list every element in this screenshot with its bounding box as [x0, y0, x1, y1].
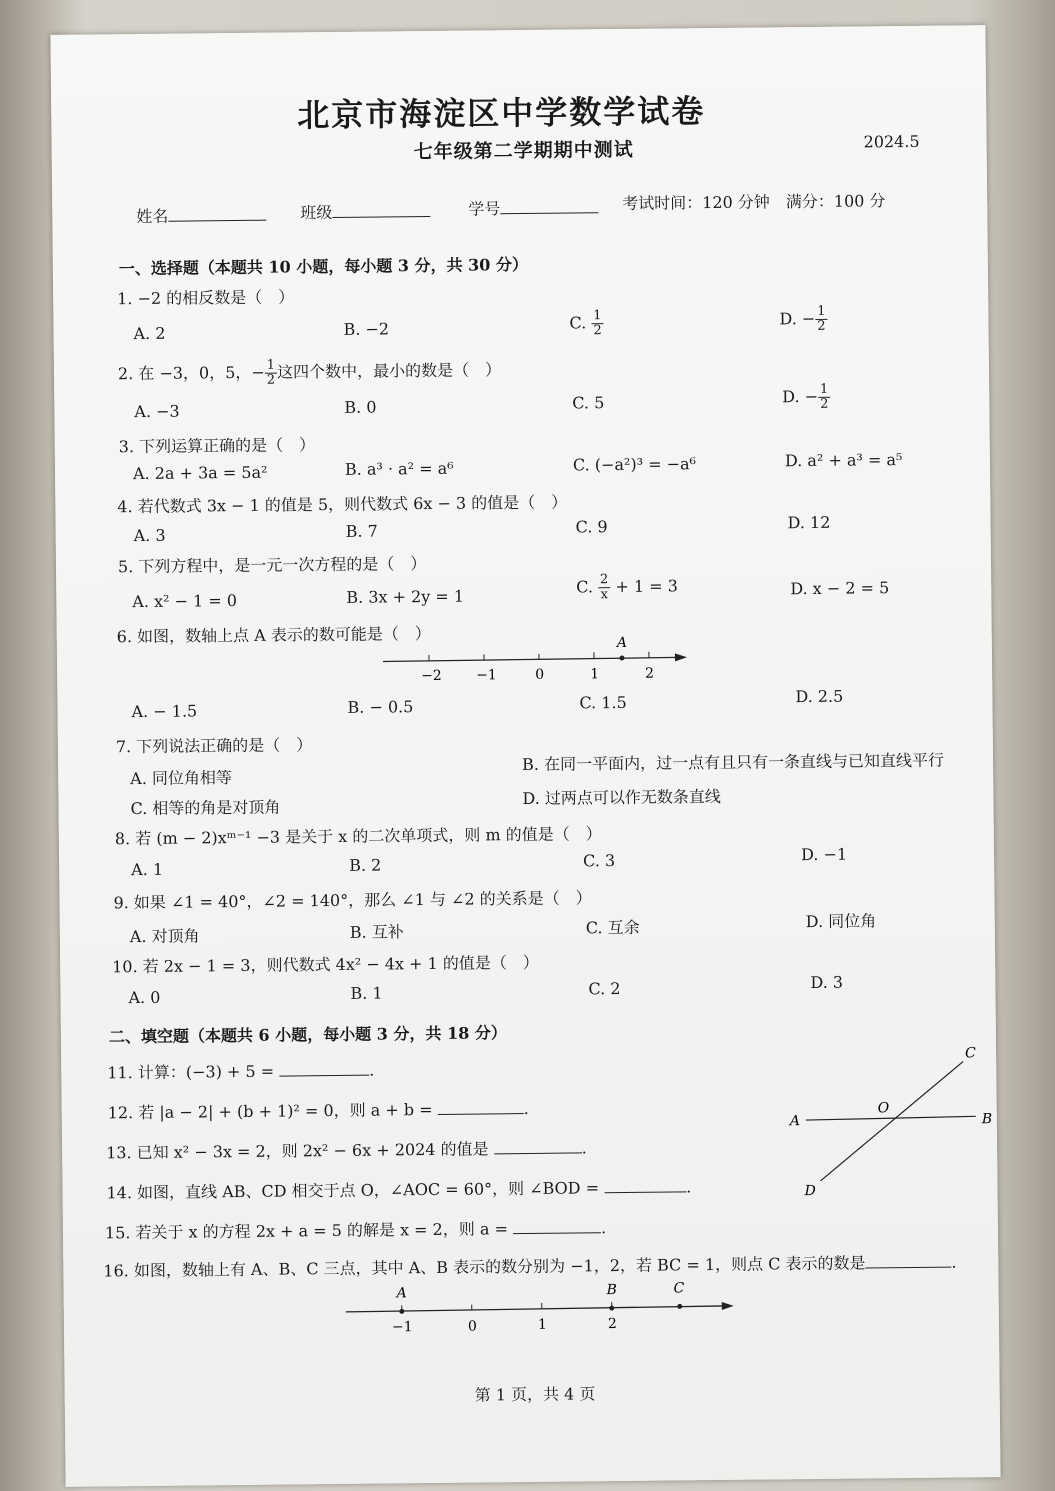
answer-blank	[604, 1177, 686, 1193]
q9-option-b: B. 互补	[349, 922, 404, 942]
axis-label: −2	[421, 667, 442, 685]
q15: 15. 若关于 x 的方程 2x + a = 5 的解是 x = 2，则 a = .	[104, 1218, 607, 1243]
id-label: 学号	[468, 199, 501, 219]
q2-option-c: C. 5	[572, 393, 605, 413]
line-ab	[806, 1116, 976, 1120]
point-b-label: B	[606, 1282, 617, 1299]
q7-stem: 7. 下列说法正确的是（ ）	[115, 735, 313, 757]
q10-option-a: A. 0	[128, 987, 161, 1008]
q1-option-b: B. −2	[343, 319, 390, 339]
section2-heading: 二、填空题（本题共 6 小题，每小题 3 分，共 18 分）	[108, 1023, 507, 1047]
q7-option-c: C. 相等的角是对顶角	[130, 797, 281, 819]
page-footer: 第 1 页，共 4 页	[474, 1384, 596, 1405]
q4-option-d: D. 12	[787, 512, 831, 533]
q6-number-line	[377, 632, 708, 685]
answer-blank	[438, 1099, 524, 1115]
q7-option-b: B. 在同一平面内，过一点有且只有一条直线与已知直线平行	[521, 750, 945, 775]
q1-option-c: C. $\frac{1}{2}$	[569, 308, 602, 339]
q9-stem: 9. 如果 ∠1 = 40°，∠2 = 140°，那么 ∠1 与 ∠2 的关系是（ ）	[113, 888, 592, 913]
q6-option-b: B. − 0.5	[347, 697, 414, 717]
point-c-label: C	[673, 1280, 685, 1297]
axis-label: 1	[537, 1316, 547, 1333]
q10-stem: 10. 若 2x − 1 = 3，则代数式 4x² − 4x + 1 的值是（ ）	[112, 952, 539, 977]
q2-option-d: D. − $\frac{1}{2}$	[782, 381, 829, 412]
line-cd	[819, 1061, 964, 1181]
fraction: $\frac{2}{x}$	[598, 573, 611, 602]
exam-subtitle: 七年级第二学期期中测试	[413, 138, 634, 164]
class-field	[300, 199, 430, 223]
answer-blank	[513, 1218, 601, 1234]
axis-ticks	[429, 652, 649, 661]
axis-label: 2	[607, 1316, 617, 1333]
exam-title: 北京市海淀区中学数学试卷	[297, 92, 706, 135]
fraction: $\frac{1}{2}$	[819, 381, 829, 412]
q4-option-b: B. 7	[345, 521, 378, 541]
q2-option-b: B. 0	[344, 397, 377, 417]
q5-option-d: D. x − 2 = 5	[790, 578, 890, 599]
q7-option-a: A. 同位角相等	[130, 768, 233, 789]
axis-label: 0	[535, 666, 545, 683]
id-blank	[500, 198, 598, 214]
q6-option-a: A. − 1.5	[131, 701, 198, 722]
answer-blank	[279, 1061, 369, 1077]
label-b: B	[981, 1111, 993, 1128]
exam-date: 2024.5	[863, 131, 920, 152]
q11: 11. 计算：(−3) + 5 = .	[107, 1060, 375, 1083]
q1-stem: 1. −2 的相反数是（ ）	[117, 287, 295, 309]
q3-stem: 3. 下列运算正确的是（ ）	[118, 435, 316, 457]
point-a-label: A	[616, 634, 628, 652]
q5-option-a: A. x² − 1 = 0	[132, 591, 238, 612]
q10-option-b: B. 1	[350, 983, 383, 1003]
label-d: D	[804, 1182, 816, 1200]
axis-arrow	[722, 1302, 734, 1310]
q7-option-d: D. 过两点可以作无数条直线	[522, 786, 721, 809]
q12: 12. 若 |a − 2| + (b + 1)² = 0，则 a + b = .	[107, 1098, 529, 1123]
name-label: 姓名	[136, 206, 169, 227]
q5-option-c: C. $\frac{2}{x}$ + 1 = 3	[576, 572, 678, 603]
fraction: $\frac{1}{2}$	[266, 357, 276, 388]
q1-option-d: D. − $\frac{1}{2}$	[779, 303, 826, 334]
q8-option-b: B. 2	[349, 855, 382, 875]
point-a	[399, 1309, 404, 1314]
q2-stem: 2. 在 −3，0，5，− $\frac{1}{2}$ 这四个数中，最小的数是（ ）	[117, 357, 502, 388]
axis-label: 0	[467, 1318, 477, 1335]
q3-option-b: B. a³ · a² = a⁶	[344, 458, 454, 479]
q5-option-b: B. 3x + 2y = 1	[346, 586, 465, 607]
axis-arrow	[675, 653, 687, 661]
q2-option-a: A. −3	[134, 401, 180, 422]
q5-stem: 5. 下列方程中，是一元一次方程的是（ ）	[117, 554, 427, 577]
q4-option-a: A. 3	[133, 525, 166, 546]
q8-option-a: A. 1	[131, 859, 164, 880]
answer-blank	[865, 1253, 951, 1269]
fraction: $\frac{1}{2}$	[817, 303, 826, 334]
point-a	[619, 655, 624, 660]
exam-paper	[50, 25, 1000, 1487]
axis-label: −1	[476, 667, 497, 684]
q6-option-d: D. 2.5	[795, 686, 844, 707]
axis-label: 2	[645, 665, 655, 682]
point-a-label: A	[396, 1285, 407, 1302]
axis-label: −1	[391, 1319, 413, 1336]
q14: 14. 如图，直线 AB、CD 相交于点 O，∠AOC = 60°，则 ∠BOD = .	[106, 1177, 692, 1203]
q8-option-d: D. −1	[800, 844, 848, 865]
label-c: C	[965, 1045, 976, 1062]
q9-option-d: D. 同位角	[805, 911, 877, 932]
q16: 16. 如图，数轴上有 A、B、C 三点，其中 A、B 表示的数分别为 −1，2，若 BC = 1，则点 C 表示的数是 .	[103, 1252, 957, 1281]
class-label: 班级	[300, 202, 333, 223]
q6-option-c: C. 1.5	[579, 692, 627, 713]
q10-option-c: C. 2	[588, 979, 621, 999]
q8-option-c: C. 3	[583, 851, 616, 871]
q8-stem: 8. 若 (m − 2)xᵐ⁻¹ −3 是关于 x 的二次单项式，则 m 的值是（ ）	[114, 824, 602, 849]
label-o: O	[877, 1100, 890, 1117]
fraction: $\frac{1}{2}$	[593, 308, 602, 339]
q4-option-c: C. 9	[575, 517, 608, 537]
q4-stem: 4. 若代数式 3x − 1 的值是 5，则代数式 6x − 3 的值是（ ）	[117, 492, 568, 517]
q9-option-c: C. 互余	[585, 917, 640, 938]
q14-figure	[779, 1041, 1011, 1203]
class-blank	[332, 202, 430, 218]
exam-info: 考试时间：120 分钟 满分：100 分	[622, 191, 886, 213]
id-field	[468, 195, 598, 219]
q16-number-line	[341, 1278, 742, 1342]
point-b	[609, 1306, 614, 1311]
q10-option-d: D. 3	[810, 972, 844, 993]
section1-heading: 一、选择题（本题共 10 小题，每小题 3 分，共 30 分）	[118, 254, 529, 279]
q6-stem: 6. 如图，数轴上点 A 表示的数可能是（ ）	[116, 623, 431, 647]
axis-label: 1	[590, 666, 600, 683]
q3-option-d: D. a² + a³ = a⁵	[784, 450, 903, 471]
q1-option-a: A. 2	[133, 323, 166, 344]
label-a: A	[789, 1113, 801, 1130]
axis-line	[383, 657, 677, 661]
q9-option-a: A. 对顶角	[129, 926, 200, 947]
name-field	[136, 203, 266, 227]
answer-blank	[494, 1138, 582, 1154]
q3-option-a: A. 2a + 3a = 5a²	[132, 462, 268, 484]
q3-option-c: C. (−a²)³ = −a⁶	[572, 454, 697, 475]
q13: 13. 已知 x² − 3x = 2，则 2x² − 6x + 2024 的值是 .	[106, 1138, 587, 1163]
name-blank	[168, 206, 266, 222]
point-c	[677, 1304, 682, 1309]
